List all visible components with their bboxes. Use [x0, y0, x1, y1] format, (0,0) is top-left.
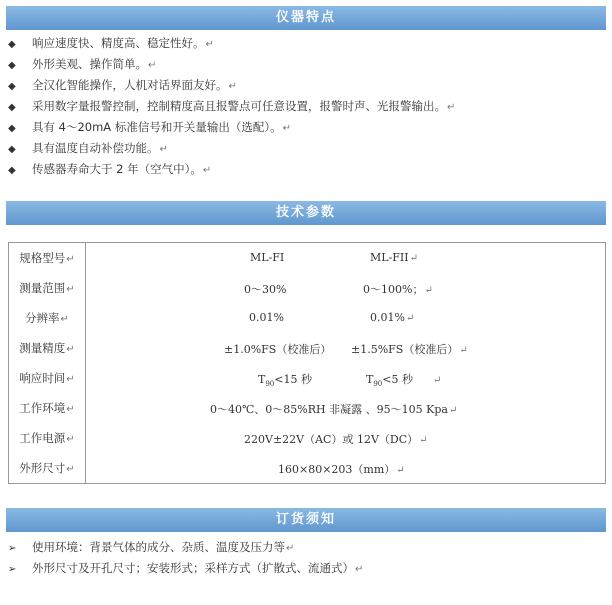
table-row [9, 453, 606, 484]
row-label: 分辨率↵ [9, 303, 86, 333]
list-item: ◆ 全汉化智能操作，人机对话界面友好。↵ [8, 75, 455, 96]
table-row [9, 333, 606, 363]
arrow-bullet-icon: ➢ [8, 564, 17, 575]
value-model-fii: ML-FII↵ [370, 251, 418, 264]
table-row [9, 273, 606, 303]
value-environment: 0～40℃、0～85%RH 非凝露 、95～105 Kpa↵ [210, 403, 458, 416]
row-label: 响应时间↵ [9, 363, 86, 393]
table-row [9, 363, 606, 393]
table-row [9, 303, 606, 333]
list-item: ◆ 响应速度快、精度高、稳定性好。↵ [8, 33, 455, 54]
row-label: 工作环境↵ [9, 393, 86, 423]
features-banner: 仪器特点 [6, 6, 606, 30]
arrow-bullet-icon: ➢ [8, 543, 17, 554]
diamond-bullet-icon: ◆ [8, 60, 16, 71]
diamond-bullet-icon: ◆ [8, 102, 16, 113]
value-range-fii: 0～100%；↵ [363, 283, 433, 296]
table-row [9, 423, 606, 453]
value-resolution-fi: 0.01% [249, 311, 284, 324]
row-label: 工作电源↵ [9, 423, 86, 453]
diamond-bullet-icon: ◆ [8, 144, 16, 155]
specs-table [8, 242, 606, 484]
value-range-fi: 0～30% [244, 283, 287, 296]
value-power: 220V±22V（AC）或 12V（DC）↵ [244, 433, 428, 446]
list-item: ◆ 采用数字量报警控制，控制精度高且报警点可任意设置，报警时声、光报警输出。↵ [8, 96, 455, 117]
list-item: ◆ 传感器寿命大于 2 年（空气中）。↵ [8, 159, 455, 180]
list-item: ◆ 具有 4～20mA 标准信号和开关量输出（选配）。↵ [8, 117, 455, 138]
table-row [9, 243, 606, 274]
ordering-banner: 订货须知 [6, 508, 606, 532]
value-response-fii: $T_{90}<5$ 秒 ↵ [366, 373, 442, 389]
row-label: 测量精度↵ [9, 333, 86, 363]
row-label: 测量范围↵ [9, 273, 86, 303]
value-response-fi: $T_{90}<15$ 秒 [258, 373, 312, 389]
value-model-fi: ML-FI [250, 251, 285, 264]
value-dimensions: 160×80×203（mm）↵ [278, 463, 405, 476]
list-item: ➢ 使用环境：背景气体的成分、杂质、温度及压力等↵ [8, 537, 363, 558]
value-resolution-fii: 0.01%↵ [370, 311, 415, 324]
ordering-list [8, 537, 363, 579]
list-item: ◆ 具有温度自动补偿功能。↵ [8, 138, 455, 159]
specs-banner: 技术参数 [6, 201, 606, 225]
diamond-bullet-icon: ◆ [8, 165, 16, 176]
table-row [9, 393, 606, 423]
diamond-bullet-icon: ◆ [8, 39, 16, 50]
features-list [8, 33, 455, 180]
diamond-bullet-icon: ◆ [8, 123, 16, 134]
value-accuracy-fii: ±1.5%FS（校准后）↵ [351, 343, 468, 356]
value-accuracy-fi: ±1.0%FS（校准后） [224, 343, 332, 356]
row-label: 规格型号↵ [9, 243, 86, 274]
list-item: ➢ 外形尺寸及开孔尺寸；安装形式；采样方式（扩散式、流通式）↵ [8, 558, 363, 579]
diamond-bullet-icon: ◆ [8, 81, 16, 92]
list-item: ◆ 外形美观、操作简单。↵ [8, 54, 455, 75]
row-label: 外形尺寸↵ [9, 453, 86, 484]
